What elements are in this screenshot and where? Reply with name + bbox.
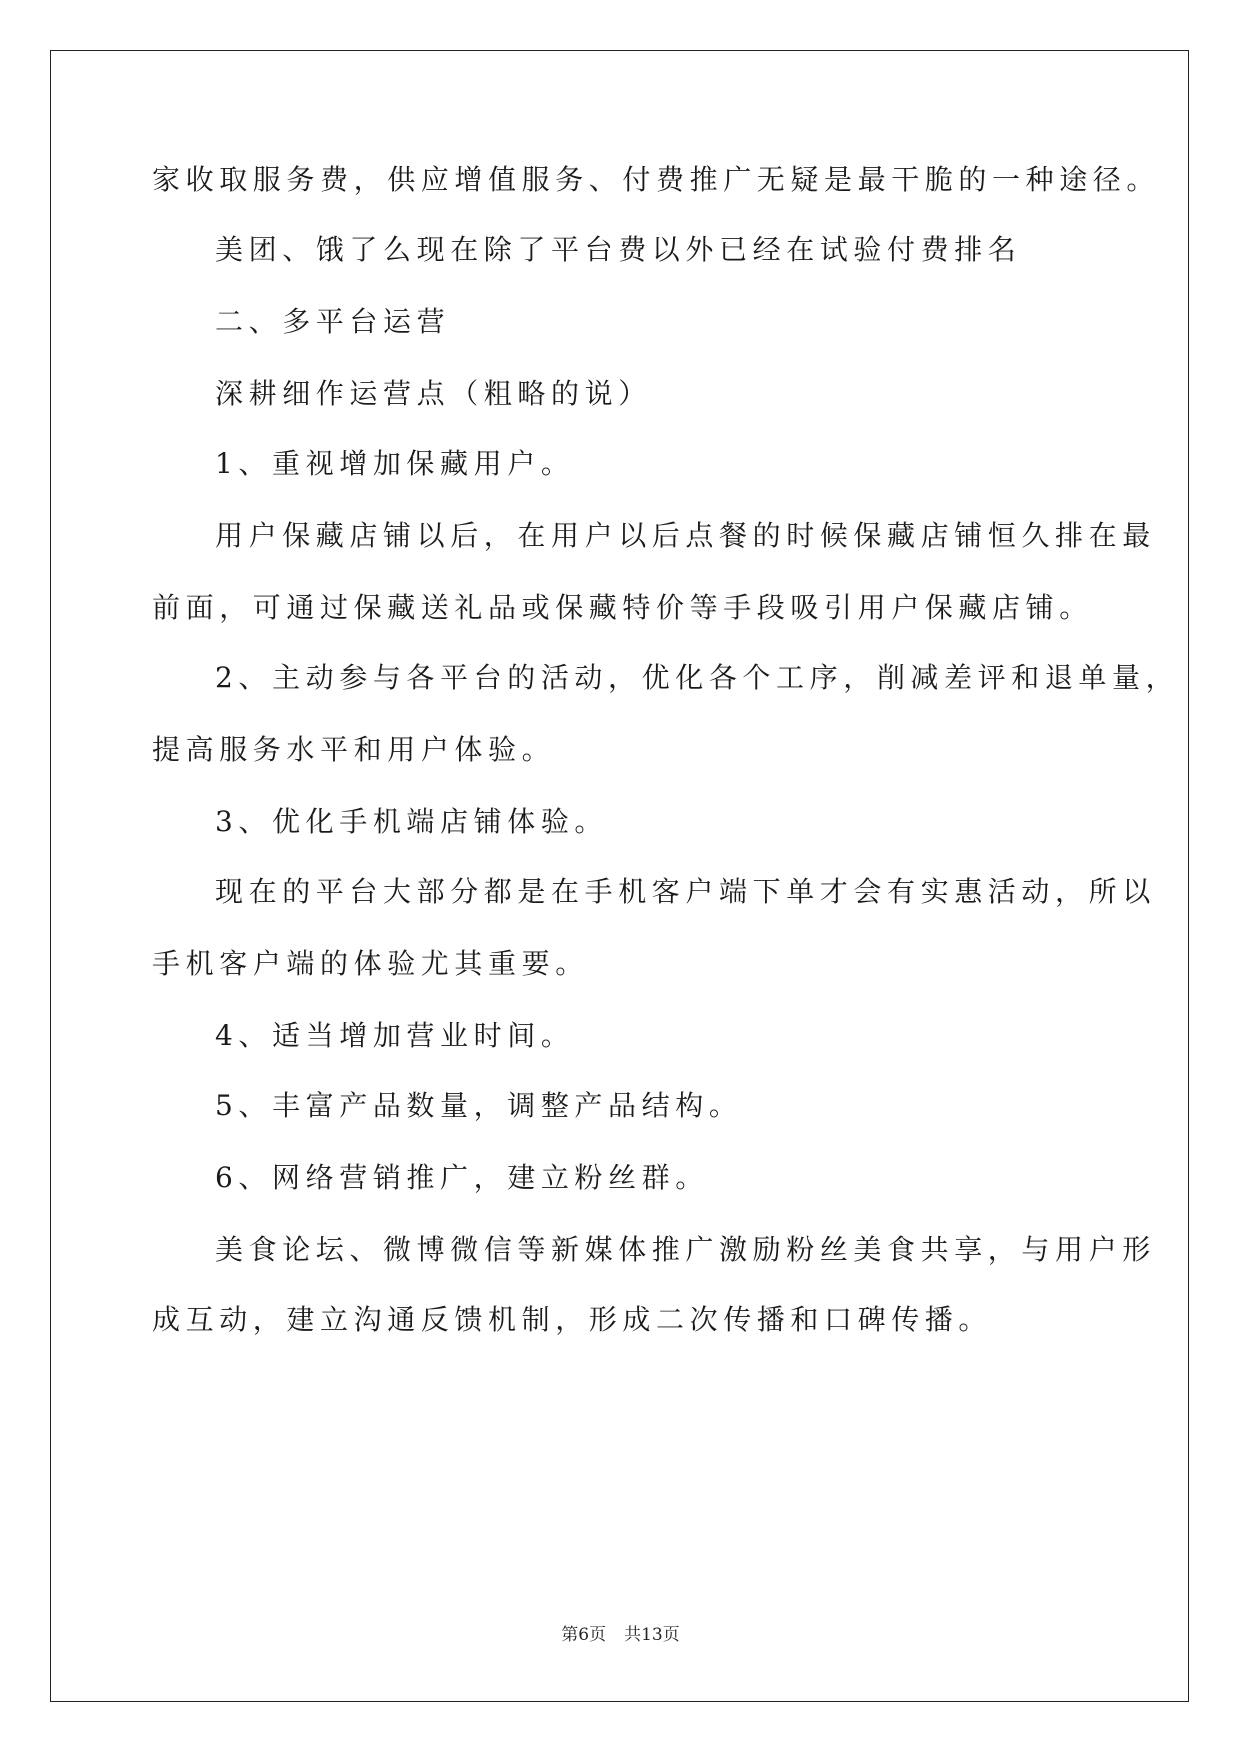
page-total: 共13页 xyxy=(624,1625,680,1645)
paragraph-line: 美食论坛、微博微信等新媒体推广激励粉丝美食共享，与用户形 xyxy=(215,1233,1156,1266)
list-item: 5、丰富产品数量，调整产品结构。 xyxy=(215,1089,743,1122)
page-number: 第6页 xyxy=(561,1625,607,1645)
list-item: 1、重视增加保藏用户。 xyxy=(215,447,575,480)
list-item: 4、适当增加营业时间。 xyxy=(215,1019,575,1052)
list-item: 3、优化手机端店铺体验。 xyxy=(215,805,609,838)
paragraph-line: 现在的平台大部分都是在手机客户端下单才会有实惠活动，所以 xyxy=(215,875,1156,908)
section-heading: 二、多平台运营 xyxy=(215,305,451,338)
page-footer xyxy=(0,1620,1241,1645)
paragraph-line: 提高服务水平和用户体验。 xyxy=(152,733,556,766)
list-item: 6、网络营销推广，建立粉丝群。 xyxy=(215,1161,709,1194)
paragraph-line: 手机客户端的体验尤其重要。 xyxy=(152,947,589,980)
paragraph-line: 前面，可通过保藏送礼品或保藏特价等手段吸引用户保藏店铺。 xyxy=(152,591,1093,624)
list-item: 2、主动参与各平台的活动，优化各个工序，削减差评和退单量， xyxy=(215,661,1180,694)
paragraph-line: 用户保藏店铺以后，在用户以后点餐的时候保藏店铺恒久排在最 xyxy=(215,519,1156,552)
paragraph-line: 家收取服务费，供应增值服务、付费推广无疑是最干脆的一种途径。 xyxy=(152,163,1161,196)
paragraph-line: 美团、饿了么现在除了平台费以外已经在试验付费排名 xyxy=(215,233,1022,266)
paragraph-line: 深耕细作运营点（粗略的说） xyxy=(215,377,652,410)
paragraph-line: 成互动，建立沟通反馈机制，形成二次传播和口碑传播。 xyxy=(152,1303,993,1336)
